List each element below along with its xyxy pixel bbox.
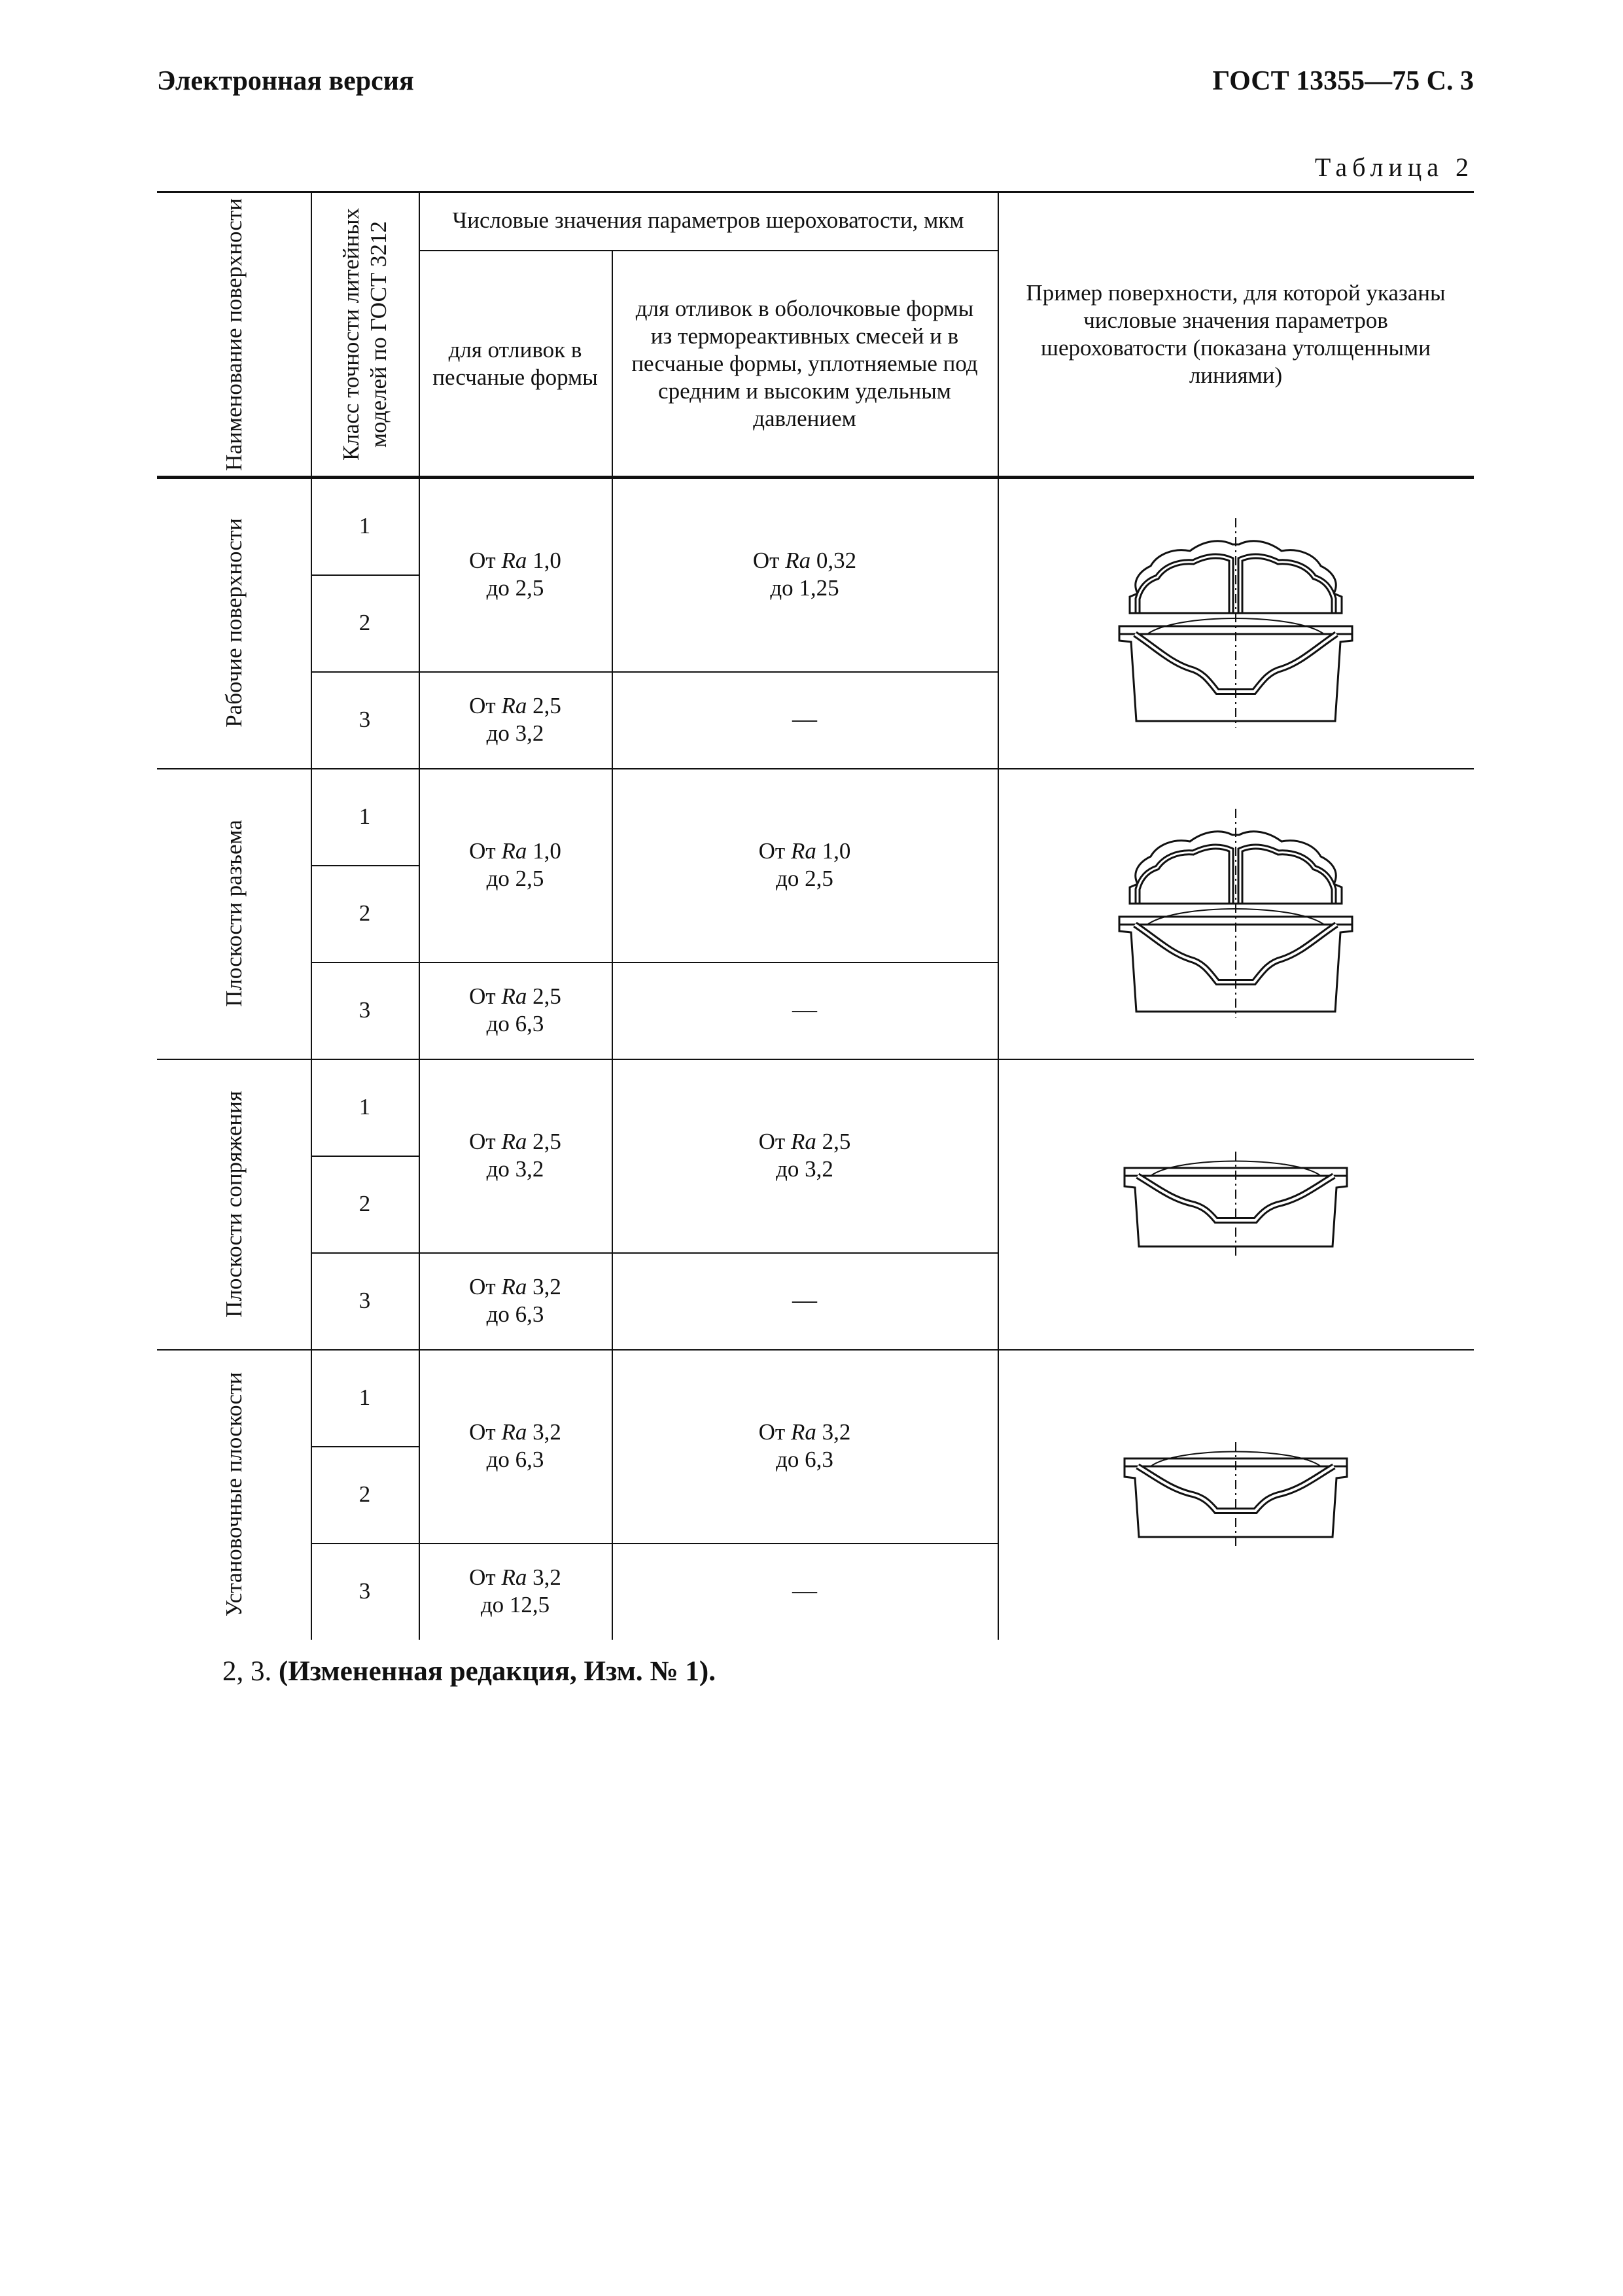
shell-value-text-line: до 2,5: [776, 866, 833, 891]
ra-symbol: Ra: [501, 548, 527, 573]
accuracy-class-value: 3: [358, 997, 371, 1023]
sand-value-3: [419, 1252, 612, 1349]
sand-value-3: [419, 962, 612, 1059]
accuracy-class-value: 1: [358, 1094, 371, 1120]
accuracy-class-cell: [311, 962, 419, 1059]
sand-value-text: [469, 838, 561, 892]
accuracy-class-value: 3: [358, 707, 371, 732]
sand-value-text: [469, 1419, 561, 1474]
ra-symbol: Ra: [501, 1419, 527, 1445]
accuracy-class-value: 1: [358, 513, 371, 539]
sand-value-1-2: [419, 1349, 612, 1543]
ra-symbol: Ra: [790, 1129, 816, 1154]
header-roughness-group: [419, 191, 998, 250]
sand-value-text-line: От Ra 3,2: [469, 1274, 561, 1299]
shell-value-dash: —: [792, 1577, 817, 1605]
shell-value-text: [759, 838, 851, 892]
shell-value-text-line: От Ra 0,32: [752, 548, 857, 573]
sand-value-1-2: [419, 1059, 612, 1252]
shell-value-dash: —: [792, 705, 817, 733]
accuracy-class-value: 2: [358, 900, 371, 926]
sand-value-text-line: От Ra 1,0: [469, 838, 561, 864]
accuracy-class-cell: [311, 1446, 419, 1543]
sand-value-text-line: до 2,5: [486, 575, 544, 601]
accuracy-class-value: 3: [358, 1288, 371, 1313]
sand-value-3: [419, 1543, 612, 1640]
ra-symbol: Ra: [501, 1129, 527, 1154]
header-surface-name-text: Наименование поверхности: [220, 198, 247, 471]
accuracy-class-value: 1: [358, 804, 371, 829]
accuracy-class-value: 2: [358, 1481, 371, 1507]
shell-value-3: [612, 1543, 998, 1640]
shell-value-dash: —: [792, 1286, 817, 1315]
footnote-numbers: 2, 3.: [222, 1656, 272, 1687]
shell-value-text-line: до 1,25: [770, 575, 839, 601]
shell-value-text: [759, 1419, 851, 1474]
header-accuracy-class: [311, 191, 419, 478]
shell-value-text-line: От Ra 2,5: [758, 1129, 851, 1154]
sand-value-text-line: От Ra 3,2: [469, 1564, 561, 1590]
sand-value-text: [469, 983, 561, 1038]
header-surface-name: [157, 191, 311, 478]
shell-value-text-line: до 6,3: [776, 1447, 833, 1472]
header-left: Электронная версия: [157, 66, 414, 96]
header-accuracy-class-text: Класс точности литейных моделей по ГОСТ 3212: [338, 207, 391, 461]
shell-value-3: [612, 962, 998, 1059]
accuracy-class-value: 3: [358, 1578, 371, 1604]
accuracy-class-value: 2: [358, 610, 371, 635]
accuracy-class-cell: [311, 478, 419, 574]
accuracy-class-cell: [311, 1059, 419, 1156]
sand-value-text-line: до 3,2: [486, 1156, 544, 1182]
lower-mold-drawing: [998, 1349, 1474, 1640]
header-sand-molds: [425, 250, 605, 478]
shell-value-text: [759, 1128, 851, 1183]
sand-value-text-line: до 6,3: [486, 1447, 544, 1472]
mold-halves-drawing: [998, 478, 1474, 768]
sand-value-text: [469, 547, 561, 602]
shell-value-text: [753, 547, 856, 602]
accuracy-class-cell: [311, 865, 419, 962]
group-name-text: Плоскости разъема: [220, 820, 247, 1007]
sand-value-text-line: От Ra 2,5: [469, 693, 561, 718]
group-name: [157, 1059, 311, 1349]
group-name: [157, 768, 311, 1059]
sand-value-text-line: От Ra 3,2: [469, 1419, 561, 1445]
shell-value-1-2: [612, 478, 998, 671]
ra-symbol: Ra: [501, 983, 527, 1009]
sand-value-text: [469, 1128, 561, 1183]
sand-value-text-line: до 3,2: [486, 720, 544, 746]
sand-value-1-2: [419, 478, 612, 671]
accuracy-class-value: 2: [358, 1191, 371, 1216]
shell-value-1-2: [612, 1349, 998, 1543]
mold-halves-drawing: [998, 768, 1474, 1059]
group-name-text: Рабочие поверхности: [220, 518, 247, 728]
shell-value-dash: —: [792, 996, 817, 1024]
accuracy-class-value: 1: [358, 1385, 371, 1410]
accuracy-class-cell: [311, 1349, 419, 1446]
header-sand-molds-text: для отливок в песчаные формы: [432, 337, 598, 390]
group-name: [157, 1349, 311, 1640]
sand-value-text: [469, 1273, 561, 1328]
sand-value-3: [419, 671, 612, 768]
sand-value-text-line: От Ra 1,0: [469, 548, 561, 573]
shell-value-text-line: От Ra 3,2: [758, 1419, 851, 1445]
shell-value-1-2: [612, 1059, 998, 1252]
shell-value-1-2: [612, 768, 998, 962]
accuracy-class-cell: [311, 1156, 419, 1252]
shell-value-text-line: до 3,2: [776, 1156, 833, 1182]
sand-value-text-line: От Ra 2,5: [469, 983, 561, 1009]
sand-value-text-line: От Ra 2,5: [469, 1129, 561, 1154]
accuracy-class-cell: [311, 1543, 419, 1640]
sand-value-text-line: до 2,5: [486, 866, 544, 891]
sand-value-text: [469, 1564, 561, 1619]
header-example: [1011, 191, 1461, 478]
roughness-table: [157, 191, 1474, 1629]
header-example-text: Пример поверхности, для которой указаны числовые значения параметров шероховатости (показана утолщенными линиями): [1026, 280, 1446, 388]
footnote: [222, 1655, 716, 1687]
sand-value-text-line: до 6,3: [486, 1301, 544, 1327]
ra-symbol: Ra: [785, 548, 811, 573]
ra-symbol: Ra: [790, 838, 816, 864]
group-name: [157, 478, 311, 768]
accuracy-class-cell: [311, 574, 419, 671]
lower-mold-drawing: [998, 1059, 1474, 1349]
accuracy-class-cell: [311, 1252, 419, 1349]
shell-value-3: [612, 671, 998, 768]
table-title: Таблица 2: [1314, 152, 1474, 182]
sand-value-1-2: [419, 768, 612, 962]
header-right: ГОСТ 13355—75 С. 3: [1212, 66, 1474, 96]
header-shell-molds: [625, 250, 985, 478]
sand-value-text: [469, 692, 561, 747]
shell-value-3: [612, 1252, 998, 1349]
header-shell-molds-text: для отливок в оболочковые формы из термореактивных смесей и в песчаные формы, уплотняемые под средним и высоким удельным давлением: [631, 296, 978, 431]
ra-symbol: Ra: [501, 838, 527, 864]
accuracy-class-cell: [311, 768, 419, 865]
ra-symbol: Ra: [501, 1274, 527, 1299]
ra-symbol: Ra: [501, 693, 527, 718]
sand-value-text-line: до 12,5: [480, 1592, 550, 1617]
sand-value-text-line: до 6,3: [486, 1011, 544, 1036]
group-name-text: Плоскости сопряжения: [220, 1090, 247, 1318]
group-name-text: Установочные плоскости: [220, 1372, 247, 1617]
ra-symbol: Ra: [501, 1564, 527, 1590]
header-roughness-group-text: Числовые значения параметров шероховатости, мкм: [452, 207, 964, 233]
footnote-text: (Измененная редакция, Изм. № 1).: [279, 1656, 716, 1687]
shell-value-text-line: От Ra 1,0: [758, 838, 851, 864]
ra-symbol: Ra: [790, 1419, 816, 1445]
accuracy-class-cell: [311, 671, 419, 768]
